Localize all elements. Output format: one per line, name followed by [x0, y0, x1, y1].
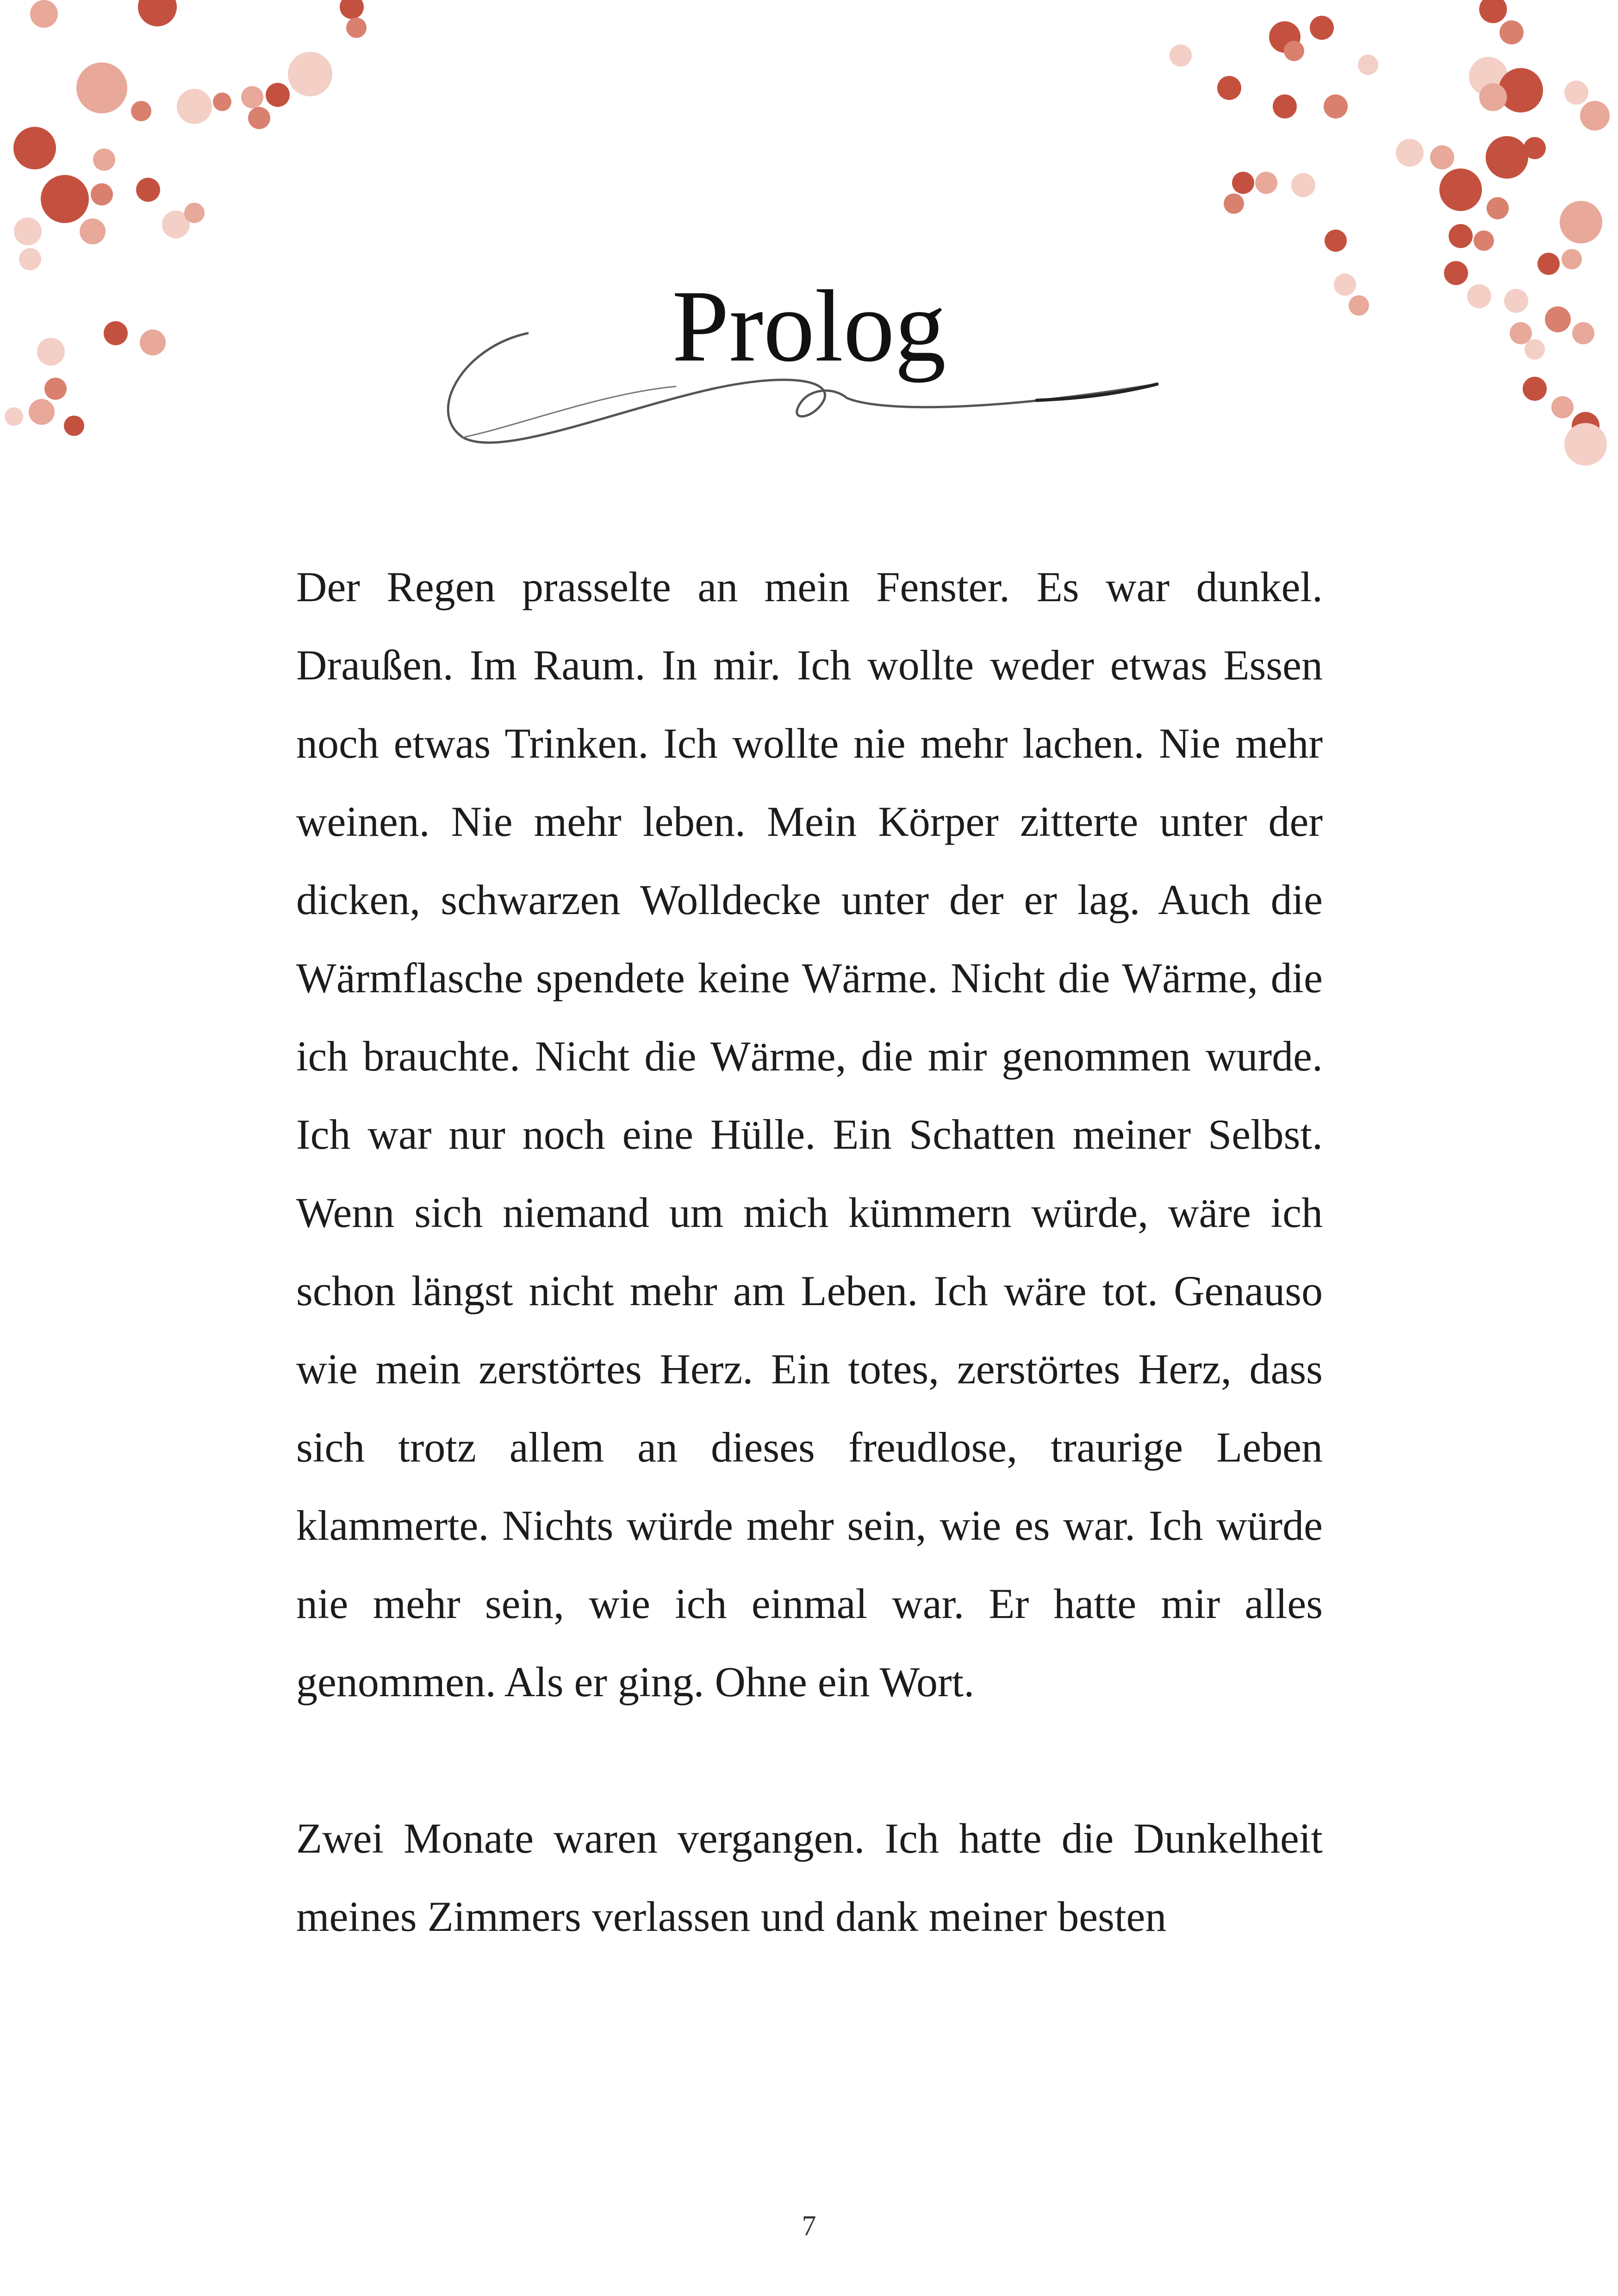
confetti-dot — [1396, 139, 1424, 167]
confetti-dot — [1479, 83, 1507, 111]
confetti-dot — [80, 218, 106, 244]
confetti-dot — [136, 178, 160, 202]
confetti-dot — [1358, 55, 1378, 75]
confetti-dot — [184, 203, 205, 223]
confetti-dot — [1474, 230, 1494, 251]
confetti-dot — [30, 0, 58, 28]
confetti-dot — [1217, 76, 1241, 100]
confetti-dot — [1430, 145, 1454, 169]
confetti-dot — [1479, 0, 1507, 23]
confetti-dot — [177, 89, 212, 124]
chapter-title: Prolog — [672, 269, 946, 383]
confetti-dot — [1551, 396, 1574, 418]
confetti-dot — [13, 127, 56, 169]
confetti-dot — [1564, 423, 1607, 466]
confetti-dot — [5, 407, 23, 426]
confetti-dot — [29, 399, 55, 425]
confetti-dot — [1500, 20, 1524, 44]
confetti-dot — [1560, 201, 1602, 243]
confetti-dot — [1310, 16, 1334, 40]
confetti-dot — [266, 83, 290, 107]
confetti-dot — [1524, 137, 1546, 159]
confetti-dot — [131, 101, 151, 121]
confetti-dot — [1273, 94, 1297, 118]
confetti-dot — [1486, 136, 1528, 179]
confetti-dot — [1291, 173, 1315, 197]
page-number: 7 — [802, 2210, 816, 2242]
confetti-dot — [1284, 41, 1304, 61]
confetti-dot — [1255, 172, 1277, 194]
confetti-dot — [76, 62, 127, 113]
confetti-dot — [64, 416, 84, 436]
confetti-dot — [1224, 193, 1244, 214]
confetti-dot — [1564, 81, 1588, 105]
confetti-dot — [91, 183, 113, 205]
confetti-dot — [346, 18, 367, 38]
confetti-dot — [1170, 44, 1192, 67]
confetti-dot — [93, 149, 115, 171]
confetti-dot — [41, 175, 89, 223]
confetti-dot — [1325, 230, 1347, 252]
confetti-dot — [1232, 172, 1254, 194]
confetti-dot — [14, 218, 42, 245]
swash-flourish-ornament — [435, 319, 1185, 472]
confetti-dot — [340, 0, 364, 19]
confetti-dot — [1580, 101, 1610, 131]
confetti-dot — [138, 0, 177, 26]
confetti-dot — [1487, 197, 1509, 219]
body-paragraph: Zwei Monate waren vergangen. Ich hatte die Dunkelheit meines Zimmers verlassen und dank meiner besten — [296, 1815, 1323, 1940]
chapter-body — [296, 548, 1323, 1956]
confetti-dot — [248, 107, 270, 129]
confetti-dot — [213, 93, 231, 111]
confetti-dot — [1324, 94, 1348, 118]
confetti-dot — [241, 86, 263, 108]
confetti-dot — [1499, 68, 1543, 112]
confetti-dot — [1449, 224, 1473, 248]
confetti-dot — [1439, 168, 1482, 211]
confetti-dot — [288, 52, 332, 96]
body-paragraph: Der Regen prasselte an mein Fenster. Es war dunkel. Draußen. Im Raum. In mir. Ich wollte weder etwas Essen noch etwas Trinken. Ich wollte nie mehr lachen. Nie mehr weinen. Nie mehr leben. Mein Körper zitterte unter der dicken, schwarzen Wolldecke unter der er lag. Auch die Wärmflasche spendete keine Wärme. Nicht die Wärme, die ich brauchte. Nicht die Wärme, die mir genommen wurde. Ich war nur noch eine Hülle. Ein Schatten meiner Selbst. Wenn sich niemand um mich kümmern würde, wäre ich schon längst nicht mehr am Leben. Ich wäre tot. Genauso wie mein zerstörtes Herz. Ein totes, zerstörtes Herz, dass sich trotz allem an dieses freudlose, traurige Leben klammerte. Nichts würde mehr sein, wie es war. Ich würde nie mehr sein, wie ich einmal war. Er hatte mir alles genommen. Als er ging. Ohne ein Wort. — [296, 563, 1323, 1705]
